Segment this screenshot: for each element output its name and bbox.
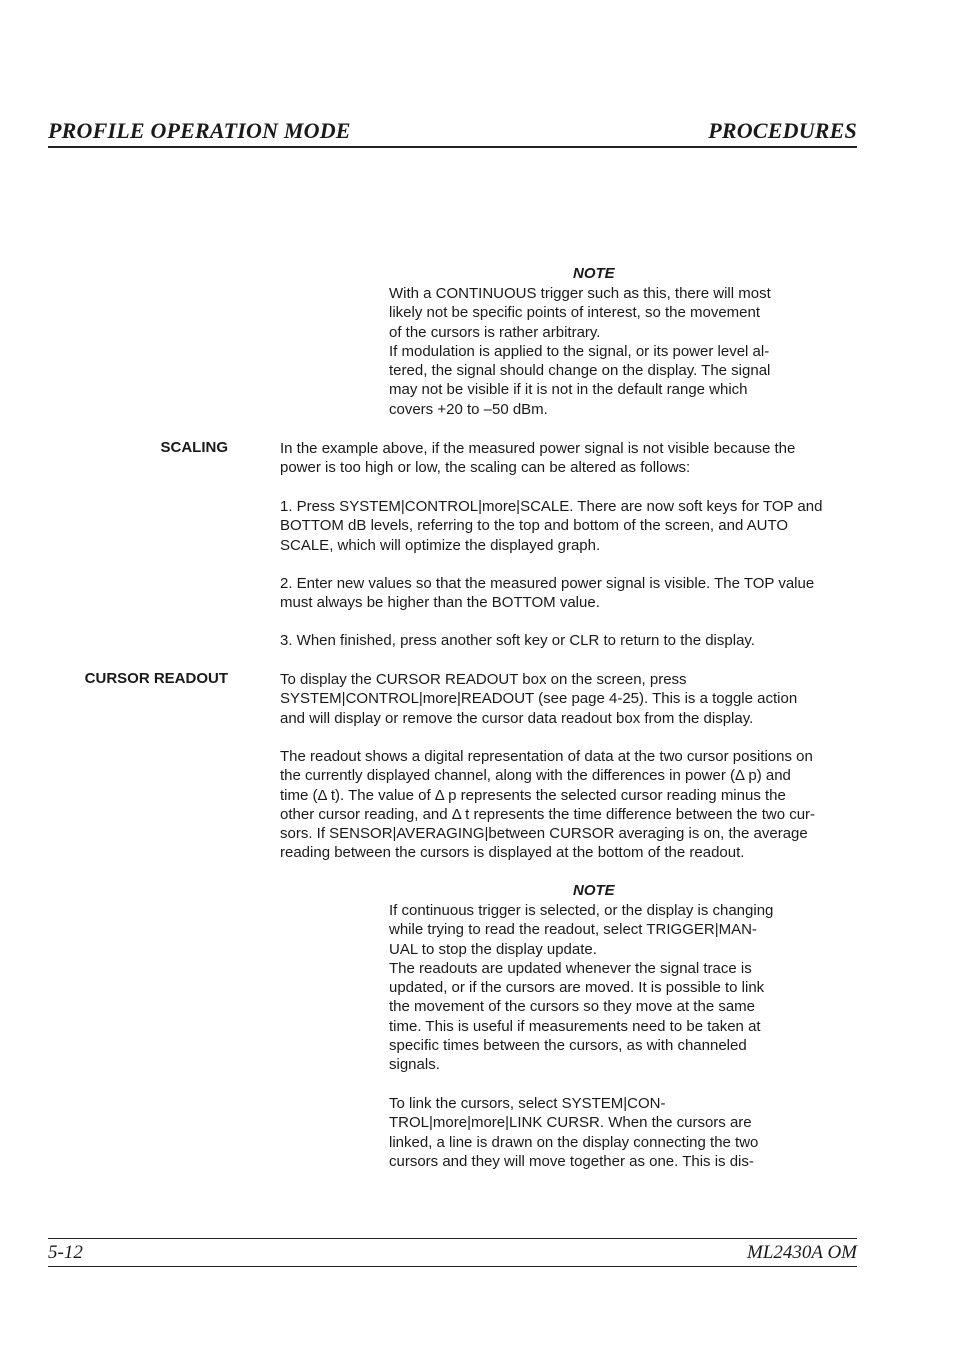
note-line: With a CONTINUOUS trigger such as this, there will most bbox=[389, 285, 771, 302]
body-line: 1. Press SYSTEM|CONTROL|more|SCALE. There are now soft keys for TOP and bbox=[280, 498, 823, 515]
note-line: The readouts are updated whenever the signal trace is bbox=[389, 959, 752, 977]
note-line: time. This is useful if measurements need to be taken at bbox=[389, 1017, 761, 1035]
body-line: other cursor reading, and Δ t represents the time difference between the two cur- bbox=[280, 805, 816, 823]
section-title: PROFILE OPERATION MODE bbox=[48, 118, 351, 143]
body-line: SYSTEM|CONTROL|more|READOUT (see page 4-25). This is a toggle action bbox=[280, 690, 798, 708]
body-line: The readout shows a digital representation of data at the two cursor positions on bbox=[280, 748, 813, 765]
body-line: time (Δ t). The value of Δ p represents the selected cursor reading minus the bbox=[280, 786, 786, 804]
body-line: sors. If SENSOR|AVERAGING|between CURSOR averaging is on, the average bbox=[280, 825, 808, 843]
manual-id: ML2430A OM bbox=[747, 1242, 857, 1263]
body-line: BOTTOM dB levels, referring to the top and bottom of the screen, and AUTO bbox=[280, 517, 789, 535]
note-title: NOTE bbox=[573, 265, 615, 282]
note-line: the movement of the cursors so they move at the same bbox=[389, 998, 756, 1016]
body-line: 3. When finished, press another soft key or CLR to return to the display. bbox=[280, 632, 755, 649]
cursor-readout-intro bbox=[280, 670, 870, 728]
note-line: signals. bbox=[389, 1056, 440, 1074]
note-link-cursors bbox=[389, 1094, 809, 1171]
note-line: If modulation is applied to the signal, or its power level al- bbox=[389, 342, 770, 360]
body-line: and will display or remove the cursor data readout box from the display. bbox=[280, 709, 754, 727]
body-line: must always be higher than the BOTTOM value. bbox=[280, 594, 600, 612]
body-line: power is too high or low, the scaling can be altered as follows: bbox=[280, 459, 691, 477]
note-line: To link the cursors, select SYSTEM|CON- bbox=[389, 1095, 666, 1112]
footer-rule-top bbox=[48, 1238, 857, 1239]
note-line: likely not be specific points of interest, so the movement bbox=[389, 304, 761, 322]
note-body bbox=[389, 901, 809, 1075]
chapter-title: PROCEDURES bbox=[708, 118, 857, 143]
scaling-step-1 bbox=[280, 497, 870, 555]
body-line: SCALE, which will optimize the displayed graph. bbox=[280, 536, 601, 554]
note-body bbox=[389, 284, 809, 419]
note-line: linked, a line is drawn on the display connecting the two bbox=[389, 1133, 759, 1151]
cursor-readout-heading: CURSOR READOUT bbox=[84, 670, 228, 687]
scaling-step-3 bbox=[280, 631, 870, 650]
footer-rule-bottom bbox=[48, 1266, 857, 1267]
note-line: may not be visible if it is not in the default range which bbox=[389, 381, 748, 399]
body-line: To display the CURSOR READOUT box on the screen, press bbox=[280, 671, 687, 688]
note-line: TROL|more|more|LINK CURSR. When the cursors are bbox=[389, 1114, 752, 1132]
note-line: updated, or if the cursors are moved. It is possible to link bbox=[389, 979, 765, 997]
scaling-heading: SCALING bbox=[160, 439, 228, 456]
body-line: reading between the cursors is displayed at the bottom of the readout. bbox=[280, 844, 745, 862]
note-line: specific times between the cursors, as with channeled bbox=[389, 1037, 747, 1055]
scaling-intro bbox=[280, 439, 870, 478]
page-header bbox=[48, 116, 857, 148]
note-line: cursors and they will move together as one. This is dis- bbox=[389, 1152, 754, 1170]
cursor-readout-description bbox=[280, 747, 870, 863]
page-number: 5-12 bbox=[48, 1242, 83, 1263]
note-line: of the cursors is rather arbitrary. bbox=[389, 323, 601, 341]
note-line: covers +20 to –50 dBm. bbox=[389, 400, 548, 418]
scaling-step-2 bbox=[280, 574, 870, 613]
body-line: 2. Enter new values so that the measured power signal is visible. The TOP value bbox=[280, 575, 815, 592]
note-line: while trying to read the readout, select TRIGGER|MAN- bbox=[389, 921, 757, 939]
note-line: If continuous trigger is selected, or the display is changing bbox=[389, 902, 774, 919]
note-title: NOTE bbox=[573, 882, 615, 899]
note-line: tered, the signal should change on the display. The signal bbox=[389, 362, 771, 380]
body-line: the currently displayed channel, along with the differences in power (Δ p) and bbox=[280, 767, 791, 785]
note-line: UAL to stop the display update. bbox=[389, 940, 597, 958]
body-line: In the example above, if the measured power signal is not visible because the bbox=[280, 440, 796, 457]
